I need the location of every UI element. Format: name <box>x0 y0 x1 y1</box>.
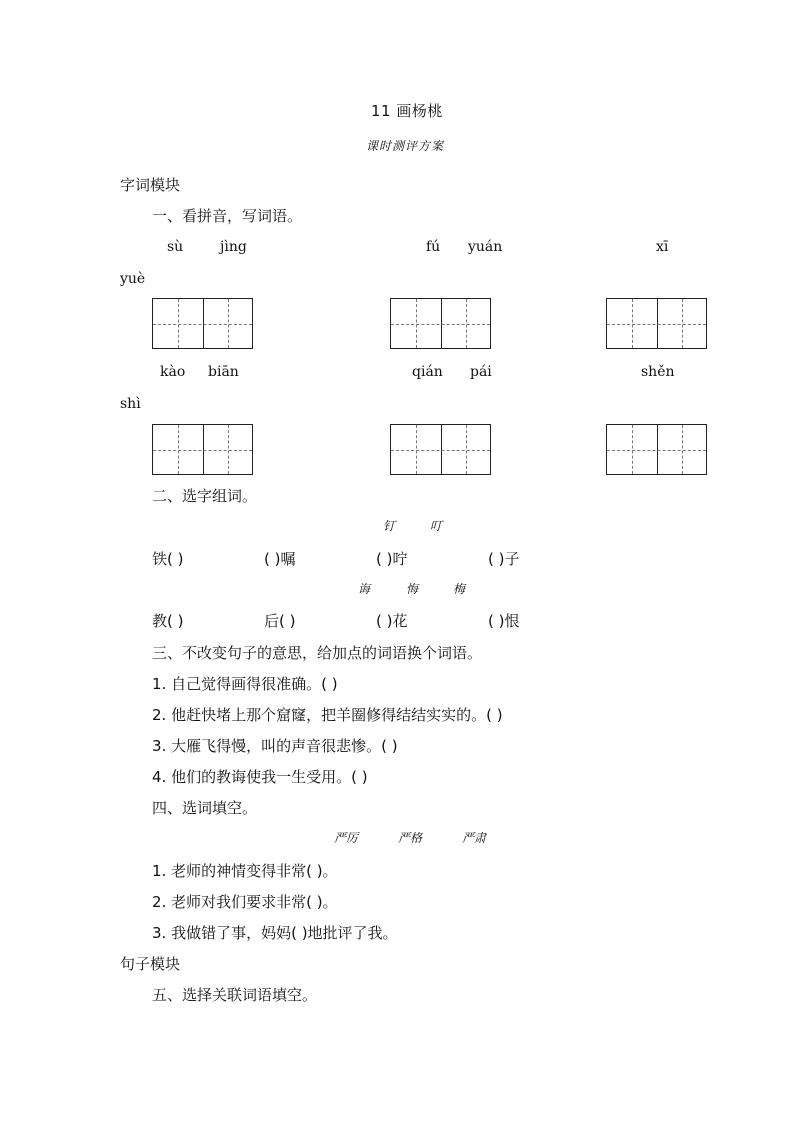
pinyin: pái <box>470 364 492 380</box>
pinyin: xī <box>656 239 669 255</box>
fill-blank[interactable]: ( )咛 <box>376 550 408 568</box>
question-item: 4. 他们的教诲使我一生受用。( ) <box>152 768 368 786</box>
word-choice: 严厉 <box>334 831 359 845</box>
fill-blank[interactable]: ( )嘱 <box>264 550 296 568</box>
char-choice: 叮 <box>430 519 443 533</box>
word-choice: 严肃 <box>462 831 487 845</box>
fill-blank[interactable]: 后( ) <box>264 612 296 630</box>
question-item: 3. 我做错了事，妈妈( )地批评了我。 <box>152 924 398 942</box>
pinyin: kào <box>160 364 186 380</box>
writing-grid[interactable] <box>152 424 253 475</box>
fill-blank[interactable]: 铁( ) <box>152 550 184 568</box>
question-item: 1. 自己觉得画得很准确。( ) <box>152 675 338 693</box>
fill-blank[interactable]: 教( ) <box>152 612 184 630</box>
writing-grid[interactable] <box>390 424 491 475</box>
question-item: 3. 大雁飞得慢，叫的声音很悲惨。( ) <box>152 737 398 755</box>
writing-grid[interactable] <box>390 298 491 349</box>
pinyin: shì <box>120 396 141 412</box>
question-item: 2. 老师对我们要求非常( )。 <box>152 893 338 911</box>
char-choice: 诲 <box>358 582 371 596</box>
pinyin: qián <box>412 364 443 380</box>
fill-blank[interactable]: ( )恨 <box>488 612 520 630</box>
question-3-heading: 三、不改变句子的意思，给加点的词语换个词语。 <box>152 644 483 662</box>
word-choice: 严格 <box>398 831 423 845</box>
pinyin: sù <box>167 239 184 255</box>
section-heading-words: 字词模块 <box>120 176 181 194</box>
char-choice: 钉 <box>383 519 396 533</box>
writing-grid[interactable] <box>152 298 253 349</box>
question-1-heading: 一、看拼音，写词语。 <box>152 207 303 225</box>
pinyin: shěn <box>641 364 675 380</box>
fill-blank[interactable]: ( )花 <box>376 612 408 630</box>
pinyin: biān <box>208 364 239 380</box>
page-title: 11 画杨桃 <box>371 102 443 120</box>
question-2-heading: 二、选字组词。 <box>152 487 258 505</box>
writing-grid[interactable] <box>606 424 707 475</box>
question-item: 2. 他赶快堵上那个窟窿，把羊圈修得结结实实的。( ) <box>152 706 503 724</box>
char-choice: 悔 <box>406 582 419 596</box>
question-item: 1. 老师的神情变得非常( )。 <box>152 862 338 880</box>
fill-blank[interactable]: ( )子 <box>488 550 520 568</box>
pinyin: yuè <box>120 271 146 287</box>
question-5-heading: 五、选择关联词语填空。 <box>152 986 318 1004</box>
char-choice: 梅 <box>453 582 466 596</box>
question-4-heading: 四、选词填空。 <box>152 799 258 817</box>
pinyin: fú <box>426 239 441 255</box>
writing-grid[interactable] <box>606 298 707 349</box>
pinyin: yuán <box>468 239 503 255</box>
section-heading-sentences: 句子模块 <box>120 955 181 973</box>
page-subtitle: 课时测评方案 <box>366 139 445 153</box>
pinyin: jìng <box>220 239 247 255</box>
